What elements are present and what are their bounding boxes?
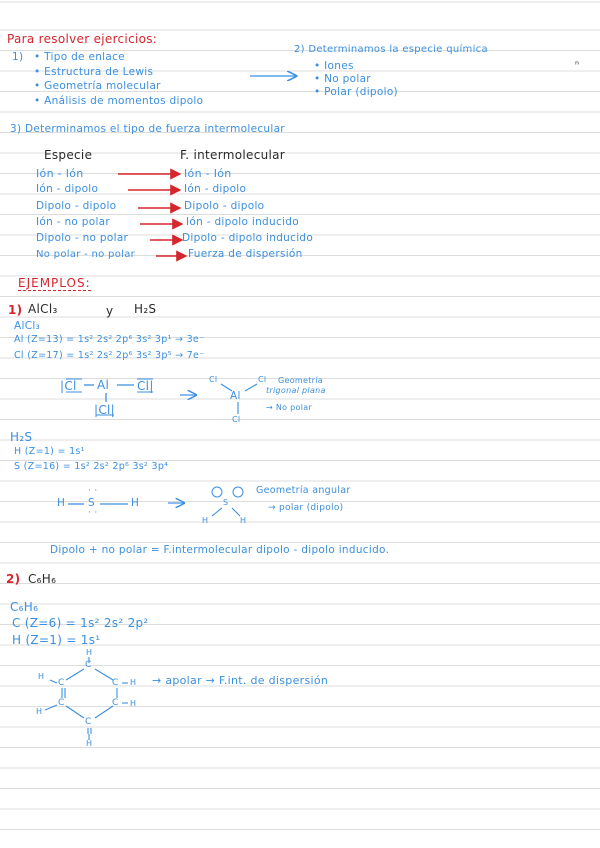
example-1-formula-b: H₂S [134,302,157,316]
step2-item: • Polar (dipolo) [314,86,398,98]
config-cl: Cl (Z=17) = 1s² 2s² 2p⁶ 3s² 3p⁵ → 7e⁻ [14,350,205,361]
fuerza-cell: Ión - dipolo inducido [186,216,299,228]
especie-cell: Ión - Ión [36,167,84,180]
lone-pair-2 [233,487,243,497]
config-c: C (Z=6) = 1s² 2s² 2p² [12,616,149,630]
lewis-cl-right: Cl| [137,379,154,393]
fuerza-cell: Dipolo - dipolo [184,200,265,212]
benzene-atom: C [58,698,65,708]
nonpolar-note: → No polar [266,403,313,412]
tri-cl-3: Cl [232,415,241,424]
config-s: S (Z=16) = 1s² 2s² 2p⁶ 3s² 3p⁴ [14,461,169,472]
fuerza-cell: Fuerza de dispersión [188,248,303,260]
geometry-note: Geometría [278,376,323,385]
lewis-al: Al [97,378,110,392]
tri-bond-2 [245,384,257,391]
angular-s: S [223,498,229,507]
benzene-atom: C [112,698,119,708]
lone-pair-dots: · · [88,508,98,518]
step1-item-label: Tipo de enlace [44,51,125,63]
benzene-atom: H [130,678,137,687]
page-heading: Para resolver ejercicios: [7,32,158,46]
step3-title: 3) Determinamos el tipo de fuerza intermolecular [10,123,285,135]
examples-title: EJEMPLOS: [18,276,91,290]
polar-note: → polar (dipolo) [268,503,344,513]
example-2-formula: C₆H₆ [28,572,57,586]
example-2-number: 2) [6,572,21,586]
step2-item-label: Iones [324,60,354,72]
lone-pair-1 [212,487,222,497]
angular-note: Geometría angular [256,485,351,496]
especie-cell: Ión - dipolo [36,183,99,195]
benzene-atom: H [86,739,93,748]
example-1-conclusion: Dipolo + no polar = F.intermolecular dipolo - dipolo inducido. [50,544,390,556]
especie-cell: Dipolo - no polar [36,232,129,244]
h2s-subtitle: H₂S [10,430,33,444]
column-especie: Especie [44,148,93,162]
step1-item-label: Estructura de Lewis [44,66,154,78]
example-1-y: y [106,304,114,318]
step2-item: • No polar [314,73,371,85]
tri-cl-1: Cl [209,375,218,384]
benzene-atom: C [58,678,65,688]
fuerza-cell: Ión - dipolo [184,183,247,195]
benzene-atom: C [112,678,119,688]
lewis-h-left: H [57,497,66,509]
lewis-s: S [88,497,95,509]
step1-item: • Estructura de Lewis [34,66,154,78]
benzene-atom: H [86,648,93,657]
example-1-number: 1) [8,303,23,317]
benzene-atom: C [85,660,92,670]
benzene-atom: H [38,672,45,681]
benzene-atom: H [130,699,137,708]
step1-item-label: Geometría molecular [44,80,161,92]
column-fuerza: F. intermolecular [180,148,286,162]
tri-cl-2: Cl [258,375,267,384]
alcl3-subtitle: AlCl₃ [14,320,41,332]
margin-mark: ⁿ [575,60,580,71]
benzene-atom: C [85,717,92,727]
lewis-cl-left: |Cl [60,379,77,393]
especie-cell: Ión - no polar [36,216,111,228]
especie-cell: No polar - no polar [36,249,136,260]
fuerza-cell: Dipolo - dipolo inducido [182,232,314,244]
angular-h-2: H [240,516,247,525]
ang-bond-2 [232,508,240,516]
config-al: Al (Z=13) = 1s² 2s² 2p⁶ 3s² 3p¹ → 3e⁻ [14,334,205,345]
step2-item-label: No polar [324,73,371,85]
especie-cell: Dipolo - dipolo [36,200,117,212]
step2-item-label: Polar (dipolo) [324,86,398,98]
c6h6-subtitle: C₆H₆ [10,600,39,614]
tri-al: Al [230,390,241,402]
lone-pair-dots: · · [88,486,98,496]
geometry-note: trigonal plana [266,386,326,395]
lewis-cl-bottom: |Cl| [94,403,115,417]
config-h: H (Z=1) = 1s¹ [14,446,85,457]
example-2-conclusion: → apolar → F.int. de dispersión [152,674,329,687]
example-1-formula-a: AlCl₃ [28,302,58,316]
step2-item: • Iones [314,60,354,72]
fuerza-cell: Ión - Ión [184,167,232,180]
config-h-2: H (Z=1) = 1s¹ [12,633,101,647]
step1-item-label: Análisis de momentos dipolo [44,95,204,107]
step1-number: 1) [12,51,24,63]
step2-title: 2) Determinamos la especie química [294,44,488,55]
step1-item: • Geometría molecular [34,80,161,92]
lewis-h-right: H [131,497,140,509]
benzene-atom: H [36,707,43,716]
angular-h-1: H [202,516,209,525]
step1-item: • Análisis de momentos dipolo [34,95,204,107]
ang-bond-1 [212,508,222,516]
step1-item: • Tipo de enlace [34,51,125,63]
